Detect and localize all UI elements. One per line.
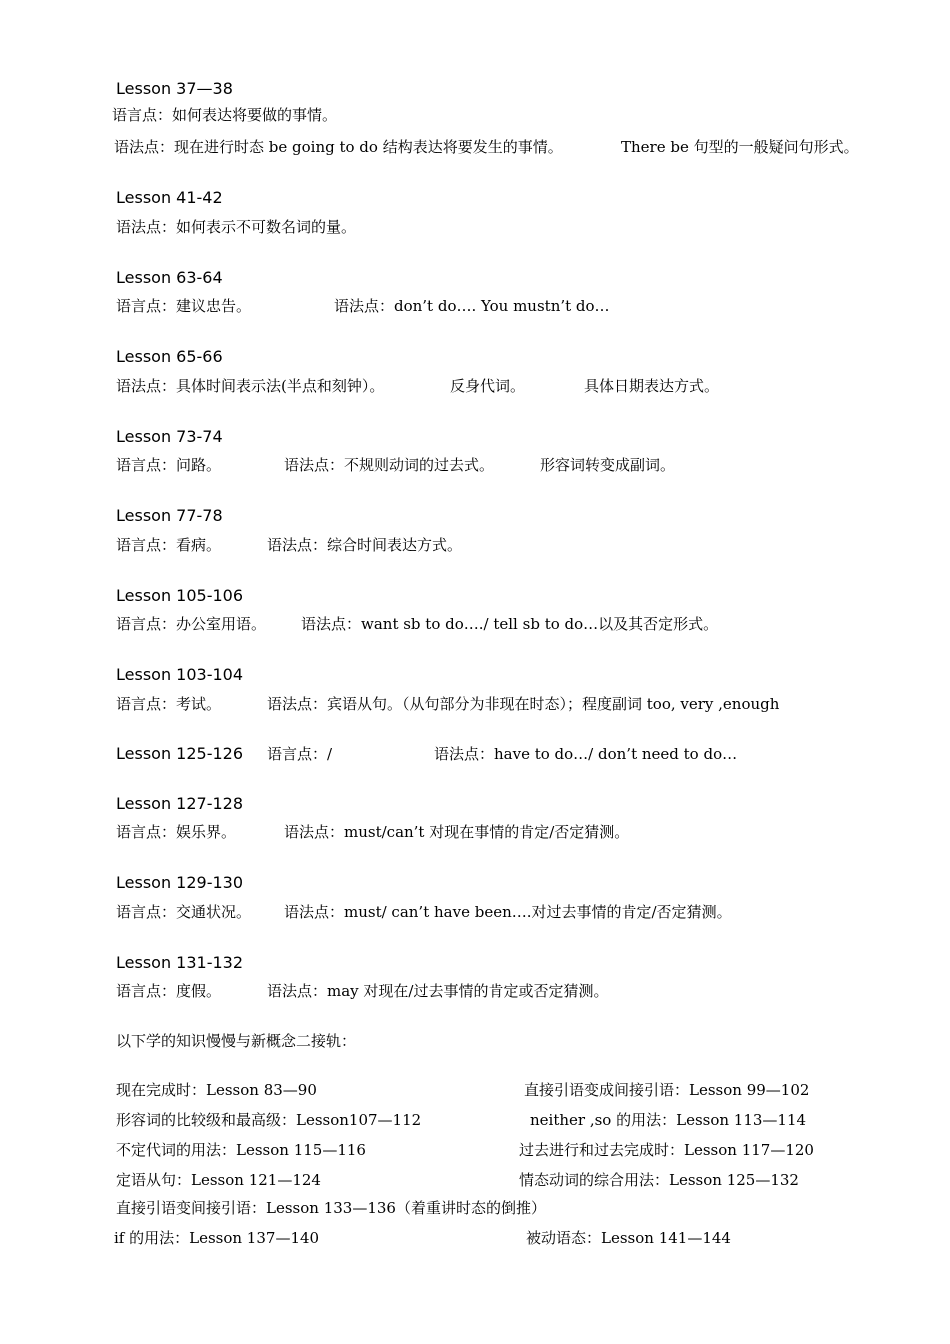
topic-row <box>114 1231 874 1251</box>
lesson-heading: Lesson 127-128 <box>116 794 244 813</box>
lesson-note: 语法点：如何表示不可数名词的量。 <box>116 218 357 236</box>
lesson-heading: Lesson 65-66 <box>116 347 223 366</box>
lesson-heading: Lesson 41-42 <box>116 188 223 207</box>
lesson-note <box>116 458 816 478</box>
lesson-heading: Lesson 63-64 <box>116 268 223 287</box>
topic-row <box>116 1113 876 1133</box>
note-segment: 语法点：have to do…/ don’t need to do… <box>434 745 738 763</box>
lesson-heading: Lesson 129-130 <box>116 873 244 892</box>
lesson-heading: Lesson 105-106 <box>116 586 244 605</box>
topic-item: 现在完成时：Lesson 83—90 <box>116 1081 317 1099</box>
note-segment: 语法点：must/can’t 对现在事情的肯定/否定猜测。 <box>284 823 630 841</box>
note-segment: 语法点：don’t do…. You mustn’t do… <box>334 297 610 315</box>
topic-row <box>116 1173 876 1193</box>
topic-row <box>116 1201 876 1221</box>
lesson-note <box>116 905 836 925</box>
topic-row <box>116 1083 876 1103</box>
note-segment: 形容词转变成副词。 <box>540 456 676 474</box>
note-segment: 语法点：不规则动词的过去式。 <box>284 456 495 474</box>
note-segment: 语法点：现在进行时态 be going to do 结构表达将要发生的事情。 <box>114 138 563 156</box>
topic-item: 定语从句：Lesson 121—124 <box>116 1171 321 1189</box>
topic-item: 形容词的比较级和最高级：Lesson107—112 <box>116 1111 422 1129</box>
note-segment: 语法点：具体时间表示法(半点和刻钟）。 <box>116 377 385 395</box>
transition-note: 以下学的知识慢慢与新概念二接轨： <box>116 1032 357 1050</box>
note-segment: 语言点：建议忠告。 <box>116 297 252 315</box>
topic-item: 情态动词的综合用法：Lesson 125—132 <box>519 1171 799 1189</box>
lesson-note <box>116 379 816 399</box>
note-segment: 语言点：办公室用语。 <box>116 615 267 633</box>
lesson-heading: Lesson 77-78 <box>116 506 223 525</box>
note-segment: 语言点：问路。 <box>116 456 222 474</box>
lesson-heading: Lesson 103-104 <box>116 665 244 684</box>
topic-item: 不定代词的用法：Lesson 115—116 <box>116 1141 366 1159</box>
lesson-heading: Lesson 73-74 <box>116 427 223 446</box>
lesson-note <box>116 825 816 845</box>
lesson-title: Lesson 125-126 <box>116 744 244 763</box>
lesson-note <box>116 299 816 319</box>
lesson-heading <box>116 746 836 766</box>
note-segment: 语言点：看病。 <box>116 536 222 554</box>
topic-row <box>116 1143 876 1163</box>
topic-item: 过去进行和过去完成时：Lesson 117—120 <box>519 1141 814 1159</box>
lesson-note: 语言点：如何表达将要做的事情。 <box>112 106 338 124</box>
lesson-heading: Lesson 131-132 <box>116 953 244 972</box>
note-segment: 具体日期表达方式。 <box>584 377 720 395</box>
note-segment: 语言点：娱乐界。 <box>116 823 237 841</box>
topic-item: neither ,so 的用法：Lesson 113—114 <box>530 1111 807 1129</box>
topic-item: 直接引语变间接引语：Lesson 133—136（着重讲时态的倒推） <box>116 1199 546 1217</box>
note-segment: 语言点：度假。 <box>116 982 222 1000</box>
lesson-note <box>116 617 836 637</box>
note-segment: 语言点：交通状况。 <box>116 903 252 921</box>
note-segment: 语法点：综合时间表达方式。 <box>267 536 463 554</box>
topic-item: 被动语态：Lesson 141—144 <box>526 1229 731 1247</box>
note-segment: 语言点：考试。 <box>116 695 222 713</box>
note-segment: There be 句型的一般疑问句形式。 <box>621 138 859 156</box>
lesson-note <box>116 984 816 1004</box>
lesson-heading: Lesson 37—38 <box>116 79 233 98</box>
note-segment: 语法点：must/ can’t have been….对过去事情的肯定/否定猜测。 <box>284 903 732 921</box>
topic-item: 直接引语变成间接引语：Lesson 99—102 <box>524 1081 810 1099</box>
note-segment: 语法点：may 对现在/过去事情的肯定或否定猜测。 <box>267 982 609 1000</box>
note-segment: 语言点：/ <box>267 745 333 763</box>
note-segment: 反身代词。 <box>450 377 526 395</box>
lesson-note <box>116 538 716 558</box>
note-segment: 语法点：宾语从句。（从句部分为非现在时态）；程度副词 too, very ,enough <box>267 695 780 713</box>
note-segment: 语法点：want sb to do…./ tell sb to do…以及其否定形式。 <box>301 615 719 633</box>
lesson-note <box>114 140 894 160</box>
topic-item: if 的用法：Lesson 137—140 <box>114 1229 320 1247</box>
lesson-note <box>116 697 906 717</box>
